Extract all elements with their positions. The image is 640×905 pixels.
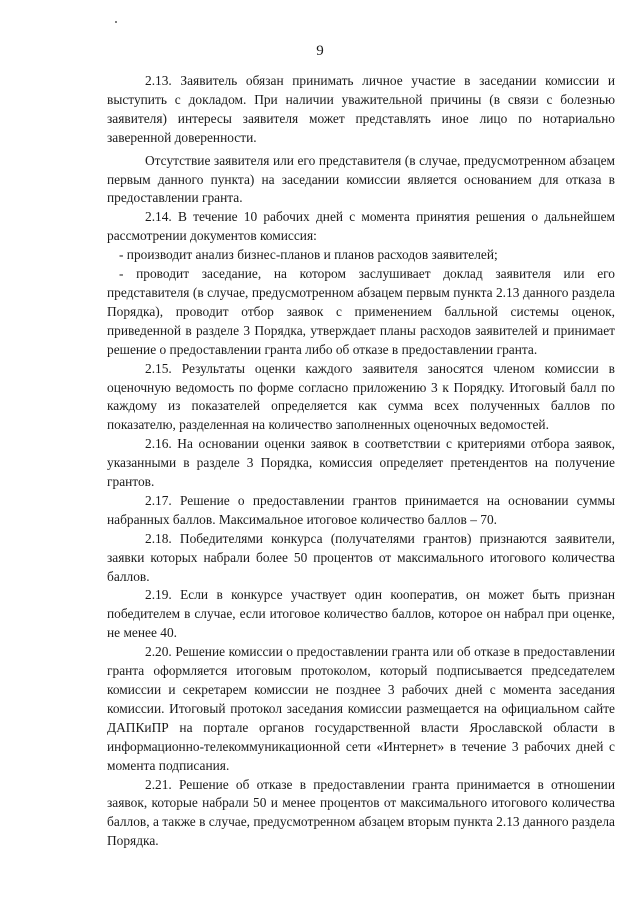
scan-speck: [115, 21, 117, 23]
paragraph-2-21: 2.21. Решение об отказе в предоставлении гранта принимается в отношении заявок, которые набрали 50 и менее процентов от максимального итогового количества баллов, а также в случае, предусмотренном абзацем вторым пункта 2.13 данного раздела Порядка.: [107, 776, 615, 849]
paragraph-2-14: 2.14. В течение 10 рабочих дней с момента принятия решения о дальнейшем рассмотрении документов комиссия:: [107, 209, 615, 244]
paragraph-2-18: 2.18. Победителями конкурса (получателями грантов) признаются заявители, заявки которых набрали более 50 процентов от максимального итогового количества баллов.: [107, 530, 615, 584]
list-item-meeting: - проводит заседание, на котором заслушивает доклад заявителя или его представителя (в случае, предусмотренном абзацем первым пункта 2.13 данного раздела Порядка), проводит отбор заявок с применением балльной системы оценок, приведенной в разделе 3 Порядка, утверждает планы расходов заявителей и принимает решение о предоставлении гранта либо об отказе в предоставлении гранта.: [107, 266, 615, 357]
paragraph-2-16: 2.16. На основании оценки заявок в соответствии с критериями отбора заявок, указанными в разделе 3 Порядка, комиссия определяет претендентов на получение грантов.: [107, 436, 615, 490]
list-item-analysis: - производит анализ бизнес-планов и планов расходов заявителей;: [119, 247, 498, 263]
page-number: 9: [316, 43, 324, 59]
paragraph-2-15: 2.15. Результаты оценки каждого заявителя заносятся членом комиссии в оценочную ведомость по форме согласно приложению 3 к Порядку. Итоговый балл по каждому из показателей определяется как сумма всех полученных баллов по показателю, разделенная на количество заполненных оценочных ведомостей.: [107, 360, 615, 433]
paragraph-2-20: 2.20. Решение комиссии о предоставлении гранта или об отказе в предоставлении гранта оформляется итоговым протоколом, который подписывается председателем комиссии и секретарем комиссии не позднее 3 рабочих дней с момента заседания комиссии. Итоговый протокол заседания комиссии размещается на официальном сайте ДАПКиПР на портале органов государственной власти Ярославской области в информационно-телекоммуникационной сети «Интернет» в течение 3 рабочих дней с момента подписания.: [107, 644, 615, 773]
paragraph-2-19: 2.19. Если в конкурсе участвует один кооператив, он может быть признан победителем в случае, если итоговое количество баллов, которое он набрал при оценке, не менее 40.: [107, 587, 615, 641]
paragraph-2-13: 2.13. Заявитель обязан принимать личное участие в заседании комиссии и выступить с докладом. При наличии уважительной причины (в связи с болезнью заявителя) интересы заявителя может представлять иное лицо по нотариально заверенной доверенности.: [107, 73, 615, 145]
paragraph-absence: Отсутствие заявителя или его представителя (в случае, предусмотренном абзацем первым данного пункта) на заседании комиссии является основанием для отказа в предоставлении гранта.: [107, 152, 615, 206]
document-body: [107, 72, 615, 851]
paragraph-2-17: 2.17. Решение о предоставлении грантов принимается на основании суммы набранных баллов. Максимальное итоговое количество баллов – 70.: [107, 492, 615, 527]
